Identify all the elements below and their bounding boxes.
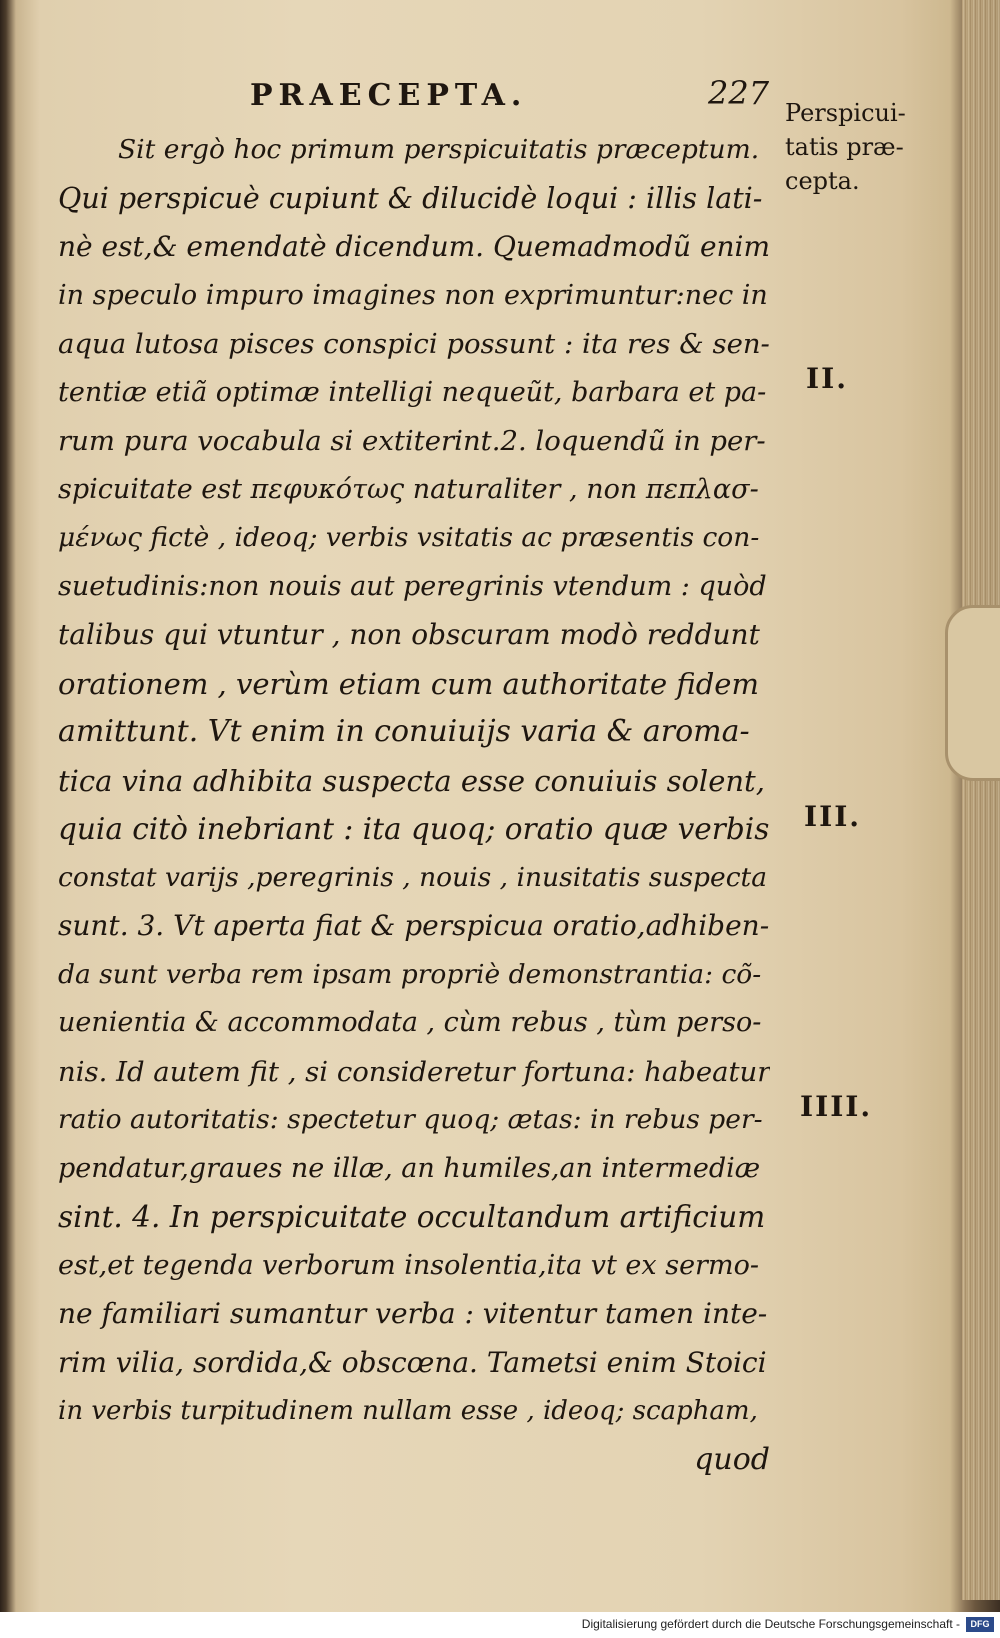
margin-note xyxy=(785,96,935,198)
text-line: ne familiari sumantur verba : vitentur tamen inte- xyxy=(58,1297,768,1330)
bookmark-clip xyxy=(945,605,1000,781)
text-line: sint. 4. In perspicuitate occultandum artificium xyxy=(58,1200,766,1234)
text-line: nè est,& emendatè dicendum. Quemadmodũ enim xyxy=(58,230,770,263)
text-line: in verbis turpitudinem nullam esse , ideoq; scapham, xyxy=(58,1396,758,1426)
text-line: sunt. 3. Vt aperta fiat & perspicua oratio,adhiben- xyxy=(58,909,770,942)
margin-number-4: IIII. xyxy=(800,1090,873,1123)
text-line: uenientia & accommodata , cùm rebus , tùm perso- xyxy=(58,1007,762,1038)
page-header xyxy=(250,74,770,122)
text-line: aqua lutosa pisces conspici possunt : ita res & sen- xyxy=(58,328,770,360)
text-line: Sit ergò hoc primum perspicuitatis præceptum. xyxy=(118,134,760,165)
text-line: pendatur,graues ne illæ, an humiles,an intermediæ xyxy=(58,1152,761,1184)
text-line: orationem , verùm etiam cum authoritate fidem xyxy=(58,666,759,701)
margin-note-line: Perspicui- xyxy=(785,99,906,127)
margin-note-line: tatis præ- xyxy=(785,133,904,161)
footer-bar xyxy=(0,1612,1000,1638)
text-line: Qui perspicuè cupiunt & dilucidè loqui : illis lati- xyxy=(58,181,763,215)
text-line: tentiæ etiã optimæ intelligi nequeũt, barbara et pa- xyxy=(58,376,767,408)
margin-note-line: cepta. xyxy=(785,167,860,195)
text-line: est,et tegenda verborum insolentia,ita vt ex sermo- xyxy=(58,1249,759,1281)
page-edge xyxy=(962,0,1000,1600)
dfg-logo: DFG xyxy=(966,1617,994,1632)
text-line: da sunt verba rem ipsam propriè demonstrantia: cõ- xyxy=(58,958,762,990)
margin-number-2: II. xyxy=(806,362,848,395)
text-line: suetudinis:non nouis aut peregrinis vtendum : quòd xyxy=(58,570,767,602)
page-number: 227 xyxy=(708,74,770,112)
text-line: quia citò inebriant : ita quoq; oratio quæ verbis xyxy=(58,812,770,846)
digitization-credit: Digitalisierung gefördert durch die Deutsche Forschungsgemeinschaft - xyxy=(581,1617,960,1631)
text-line: ratio autoritatis: spectetur quoq; ætas: in rebus per- xyxy=(58,1104,763,1135)
text-line: in speculo impuro imagines non exprimuntur:nec in xyxy=(58,279,768,311)
text-line: talibus qui vtuntur , non obscuram modò reddunt xyxy=(58,618,760,651)
text-line: rim vilia, sordida,& obscœna. Tametsi enim Stoici xyxy=(58,1345,767,1379)
text-line: constat varijs ,peregrinis , nouis , inusitatis suspecta xyxy=(58,861,767,893)
text-line: amittunt. Vt enim in conuiuijs varia & aroma- xyxy=(58,714,750,749)
body-text xyxy=(58,126,770,1484)
text-line: nis. Id autem fit , si consideretur fortuna: habeatur xyxy=(58,1055,770,1088)
text-line: μένως fictè , ideoq; verbis vsitatis ac præsentis con- xyxy=(58,522,760,553)
running-head: PRAECEPTA. xyxy=(250,78,528,113)
text-line: spicuitate est πεφυκότως naturaliter , non πεπλασ- xyxy=(58,473,759,505)
margin-number-3: III. xyxy=(804,800,862,833)
text-line: tica vina adhibita suspecta esse conuiuis solent, xyxy=(58,763,765,798)
text-line: quod xyxy=(694,1441,770,1477)
text-line: rum pura vocabula si extiterint.2. loquendũ in per- xyxy=(58,425,766,457)
